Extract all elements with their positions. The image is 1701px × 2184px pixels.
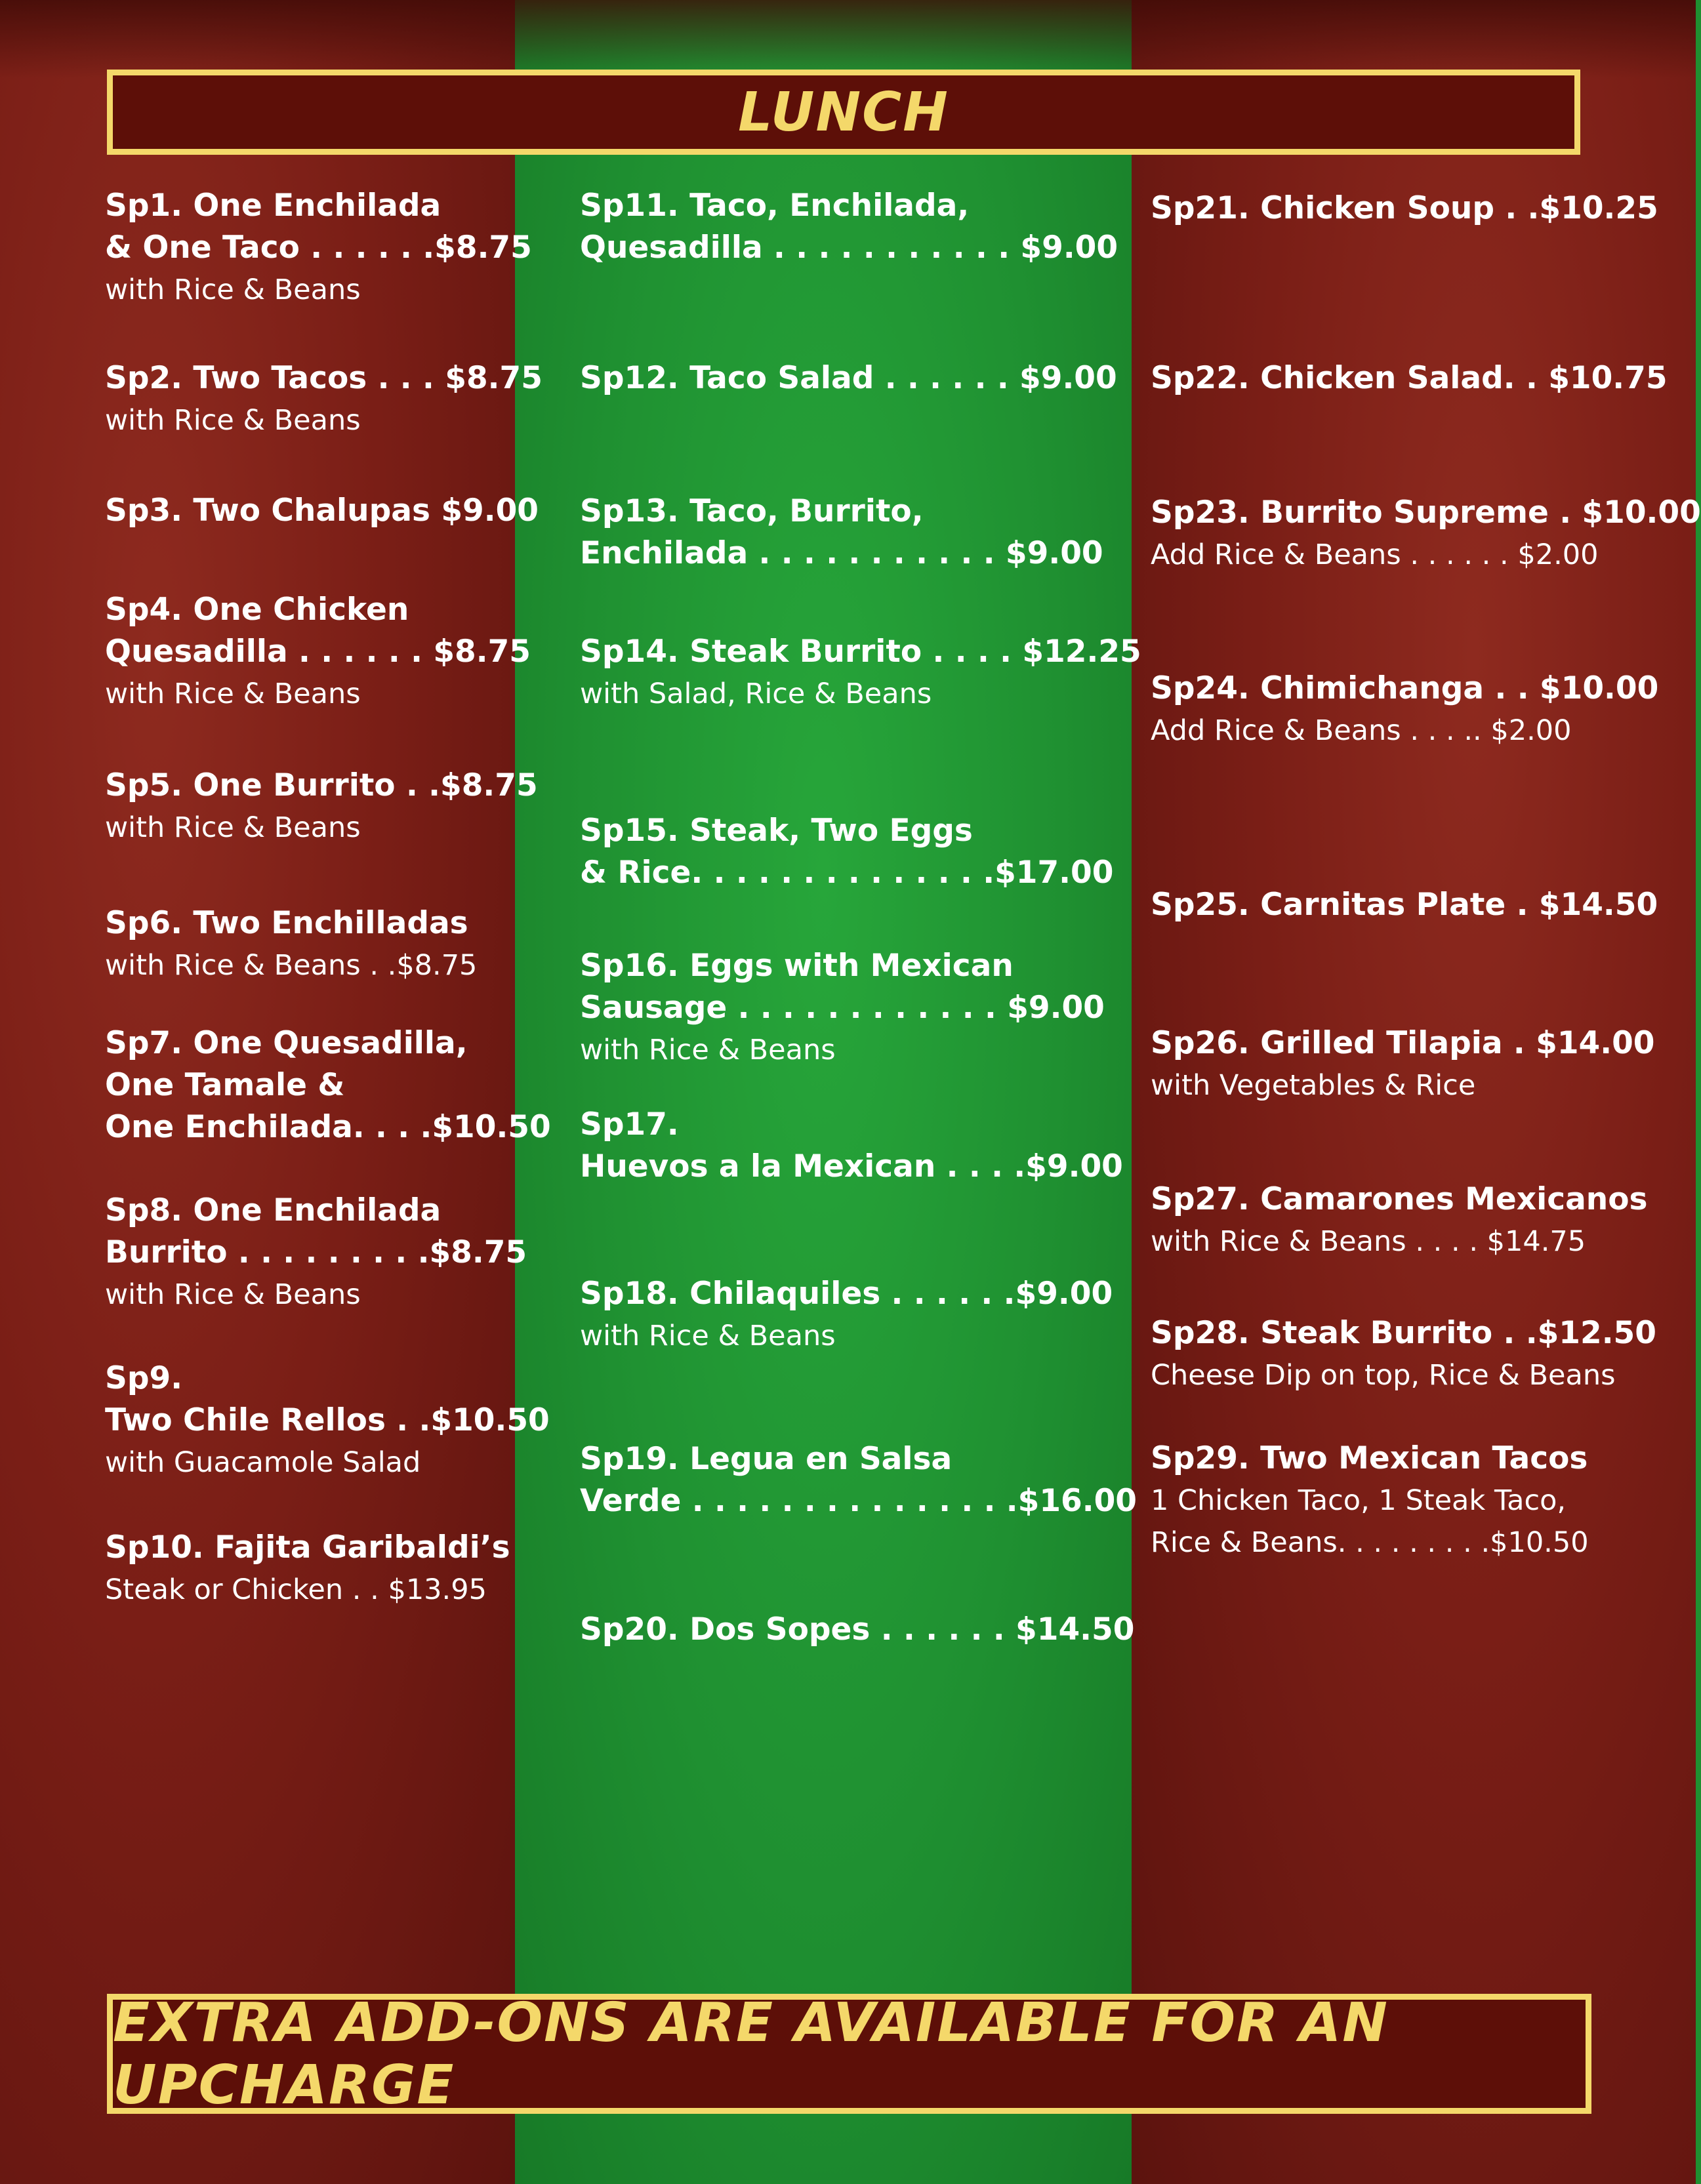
menu-item-title-line: Sp20. Dos Sopes . . . . . . $14.50 (580, 1611, 1135, 1648)
menu-item-title-line: Sp16. Eggs with Mexican (580, 948, 1014, 984)
menu-item-title-line: Sp2. Two Tacos . . . $8.75 (105, 360, 543, 396)
menu-item (580, 1104, 1123, 1188)
menu-item-title-line: Sp5. One Burrito . .$8.75 (105, 767, 538, 803)
menu-item (105, 1022, 551, 1148)
menu-item (1151, 884, 1658, 926)
menu-item (105, 490, 539, 532)
menu-item (580, 1273, 1113, 1357)
menu-item-description: with Rice & Beans (580, 1320, 836, 1352)
menu-item (1151, 1022, 1655, 1106)
menu-item-title-line: Sp21. Chicken Soup . .$10.25 (1151, 190, 1658, 226)
menu-item (580, 491, 1103, 575)
menu-item (105, 1190, 527, 1316)
menu-item-title-line: Sp22. Chicken Salad. . $10.75 (1151, 360, 1668, 396)
menu-item (105, 589, 531, 715)
menu-item-title-line: Sp23. Burrito Supreme . $10.00 (1151, 495, 1701, 531)
menu-item-description: with Vegetables & Rice (1151, 1069, 1476, 1102)
menu-item (105, 1527, 510, 1611)
menu-item (580, 1438, 1137, 1522)
menu-item-title-line: Sp24. Chimichanga . . $10.00 (1151, 670, 1659, 706)
menu-item-title-line: Sp19. Legua en Salsa (580, 1441, 953, 1477)
menu-item-description: with Rice & Beans (105, 273, 361, 306)
menu-item-description: with Rice & Beans . .$8.75 (105, 949, 478, 982)
menu-item-title-line: Sp13. Taco, Burrito, (580, 493, 924, 529)
menu-item-title-line: Sp26. Grilled Tilapia . $14.00 (1151, 1025, 1655, 1061)
menu-item-description: Add Rice & Beans . . . . . . $2.00 (1151, 538, 1599, 571)
menu-title: LUNCH (738, 81, 949, 144)
menu-item (580, 810, 1113, 894)
menu-item-title-line: One Tamale & (105, 1067, 345, 1103)
menu-item-title-line: Sp17. (580, 1106, 679, 1143)
menu-item-title-line: Quesadilla . . . . . . . . . . . $9.00 (580, 230, 1118, 266)
menu-item-title-line: Sp15. Steak, Two Eggs (580, 813, 973, 849)
menu-item-title-line: One Enchilada. . . .$10.50 (105, 1109, 551, 1145)
top-shade (0, 0, 1701, 79)
menu-item-title-line: Sp14. Steak Burrito . . . . $12.25 (580, 634, 1141, 670)
menu-item-title-line: Sausage . . . . . . . . . . . . $9.00 (580, 990, 1105, 1026)
menu-item-description: with Salad, Rice & Beans (580, 677, 932, 710)
menu-item (105, 902, 477, 986)
menu-item-title-line: Sp29. Two Mexican Tacos (1151, 1440, 1588, 1476)
menu-item (1151, 1312, 1656, 1396)
menu-item-description: Steak or Chicken . . $13.95 (105, 1573, 487, 1606)
menu-item (1151, 188, 1658, 230)
menu-item-description: 1 Chicken Taco, 1 Steak Taco, (1151, 1484, 1567, 1517)
menu-item-description: Add Rice & Beans . . . .. $2.00 (1151, 714, 1572, 747)
footer-banner (107, 1991, 1591, 2116)
menu-item-title-line: Sp27. Camarones Mexicanos (1151, 1181, 1648, 1217)
menu-item (580, 185, 1118, 269)
menu-item-title-line: Sp10. Fajita Garibaldi’s (105, 1529, 510, 1566)
menu-item-title-line: Sp9. (105, 1360, 183, 1396)
menu-item-title-line: Sp6. Two Enchilladas (105, 905, 468, 941)
menu-item-title-line: & One Taco . . . . . .$8.75 (105, 230, 532, 266)
menu-item-title-line: Sp18. Chilaquiles . . . . . .$9.00 (580, 1276, 1113, 1312)
menu-item-title-line: Sp8. One Enchilada (105, 1192, 441, 1228)
menu-item-title-line: Sp1. One Enchilada (105, 188, 441, 224)
menu-item-description: with Rice & Beans (105, 677, 361, 710)
menu-item-description: with Rice & Beans (580, 1034, 836, 1066)
menu-item (105, 765, 538, 849)
menu-item (1151, 668, 1658, 752)
menu-item (580, 945, 1105, 1071)
menu-item-description: with Rice & Beans (105, 1278, 361, 1311)
menu-item-title-line: Two Chile Rellos . .$10.50 (105, 1402, 550, 1438)
menu-item-title-line: Verde . . . . . . . . . . . . . . .$16.00 (580, 1483, 1137, 1519)
menu-item (1151, 357, 1668, 399)
menu-item-title-line: & Rice. . . . . . . . . . . . . .$17.00 (580, 855, 1114, 891)
menu-item-title-line: Sp7. One Quesadilla, (105, 1025, 468, 1061)
menu-item (1151, 1438, 1589, 1564)
menu-item-description: Cheese Dip on top, Rice & Beans (1151, 1359, 1616, 1392)
footer-text: EXTRA ADD-ONS ARE AVAILABLE FOR AN UPCHARGE (113, 1991, 1389, 2116)
menu-item-title-line: Sp28. Steak Burrito . .$12.50 (1151, 1315, 1656, 1351)
menu-item (1151, 492, 1701, 576)
menu-item-description: with Rice & Beans . . . . $14.75 (1151, 1225, 1586, 1258)
menu-item-title-line: Quesadilla . . . . . . $8.75 (105, 634, 531, 670)
menu-item-title-line: Huevos a la Mexican . . . .$9.00 (580, 1148, 1123, 1184)
menu-item-description: with Rice & Beans (105, 404, 361, 437)
menu-item (1151, 1179, 1648, 1263)
right-edge-stripe (1696, 0, 1701, 2184)
menu-item (580, 357, 1117, 399)
menu-item (105, 357, 543, 441)
menu-item-title-line: Sp4. One Chicken (105, 592, 409, 628)
menu-item-title-line: Sp12. Taco Salad . . . . . . $9.00 (580, 360, 1117, 396)
menu-item (580, 1609, 1134, 1651)
menu-item-description: with Rice & Beans (105, 811, 361, 844)
menu-item-title-line: Sp3. Two Chalupas $9.00 (105, 493, 539, 529)
menu-item-title-line: Sp25. Carnitas Plate . $14.50 (1151, 887, 1658, 923)
menu-item-title-line: Burrito . . . . . . . . .$8.75 (105, 1234, 527, 1270)
menu-item-title-line: Enchilada . . . . . . . . . . . $9.00 (580, 535, 1103, 571)
menu-item-description: Rice & Beans. . . . . . . . .$10.50 (1151, 1526, 1589, 1559)
menu-title-banner (107, 70, 1580, 155)
menu-item (105, 1358, 550, 1484)
menu-item-description: with Guacamole Salad (105, 1446, 421, 1479)
center-panel-background (515, 0, 1135, 2184)
menu-item-title-line: Sp11. Taco, Enchilada, (580, 188, 970, 224)
menu-item (580, 631, 1141, 715)
menu-item (105, 185, 532, 311)
